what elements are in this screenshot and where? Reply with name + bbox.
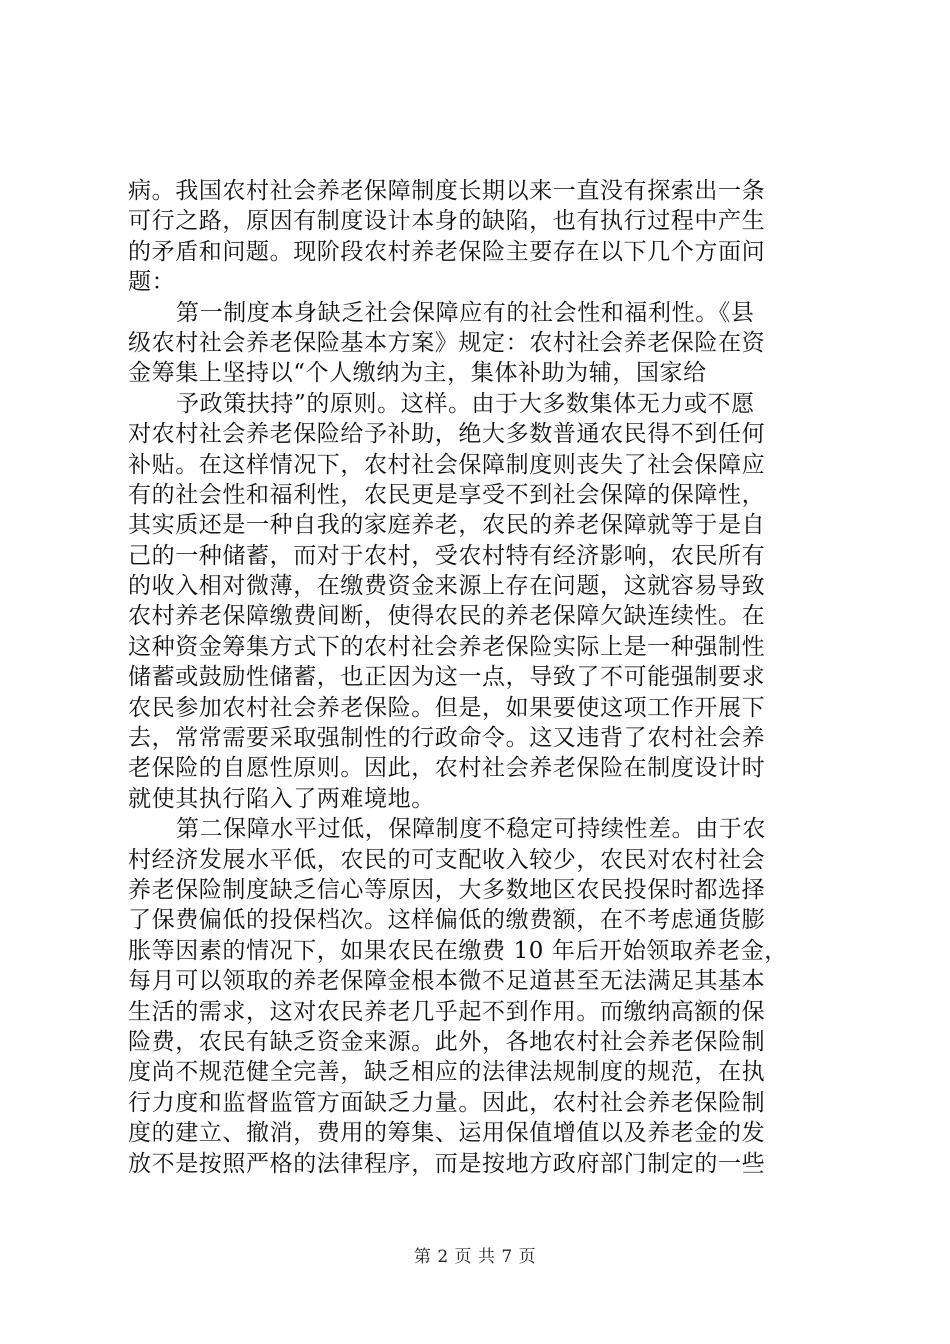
text-line: 农村养老保障缴费间断，使得农民的养老保障欠缺连续性。在: [128, 603, 766, 630]
text-line: 去，常常需要采取强制性的行政命令。这又违背了农村社会养: [128, 725, 766, 752]
text-line: 病。我国农村社会养老保障制度长期以来一直没有探索出一条: [128, 178, 766, 204]
text-line: 险费，农民有缺乏资金来源。此外，各地农村社会养老保险制: [128, 1028, 766, 1055]
text-line: 养老保险制度缺乏信心等原因，大多数地区农民投保时都选择: [128, 876, 766, 903]
text-line: 度尚不规范健全完善，缺乏相应的法律法规制度的规范，在执: [128, 1059, 766, 1086]
text-line: 每月可以领取的养老保障金根本微不足道甚至无法满足其基本: [128, 968, 766, 995]
text-line: 度的建立、撤消，费用的筹集、运用保值增值以及养老金的发: [128, 1120, 766, 1147]
text-line: 储蓄或鼓励性储蓄，也正因为这一点，导致了不可能强制要求: [128, 664, 766, 691]
text-line: 了保费偏低的投保档次。这样偏低的缴费额，在不考虑通货膨: [128, 907, 766, 934]
paragraph-first-line: 予政策扶持”的原则。这样。由于大多数集体无力或不愿: [176, 390, 755, 417]
text-line: 放不是按照严格的法律程序，而是按地方政府部门制定的一些: [128, 1150, 766, 1177]
text-line: 补贴。在这样情况下，农村社会保障制度则丧失了社会保障应: [128, 451, 766, 478]
text-line: 的收入相对微薄，在缴费资金来源上存在问题，这就容易导致: [128, 573, 766, 600]
text-line: 生活的需求，这对农民养老几乎起不到作用。而缴纳高额的保: [128, 998, 766, 1025]
page-footer: [0, 1245, 950, 1269]
text-line: 就使其执行陷入了两难境地。: [128, 785, 435, 812]
text-line: 己的一种储蓄，而对于农村，受农村特有经济影响，农民所有: [128, 542, 766, 569]
paragraph-first-line: 第二保障水平过低，保障制度不稳定可持续性差。由于农: [176, 816, 766, 843]
document-body: [128, 176, 828, 1179]
text-line: 这种资金筹集方式下的农村社会养老保险实际上是一种强制性: [128, 633, 766, 660]
text-line: 胀等因素的情况下，如果农民在缴费 10 年后开始领取养老金，: [128, 937, 788, 964]
text-line: 金筹集上坚持以“个人缴纳为主，集体补助为辅，国家给: [128, 360, 707, 387]
text-line: 对农村社会养老保险给予补助，绝大多数普通农民得不到任何: [128, 421, 766, 448]
paragraph-first-line: 第一制度本身缺乏社会保障应有的社会性和福利性。《县: [176, 299, 755, 326]
text-line: 题：: [128, 269, 176, 296]
text-line: 级农村社会养老保险基本方案》规定：农村社会养老保险在资: [128, 329, 766, 356]
text-line: 的矛盾和问题。现阶段农村养老保险主要存在以下几个方面问: [128, 238, 766, 265]
text-line: 村经济发展水平低，农民的可支配收入较少，农民对农村社会: [128, 846, 766, 873]
text-line: 农民参加农村社会养老保险。但是，如果要使这项工作开展下: [128, 694, 766, 721]
page-number: 第 2 页 共 7 页: [413, 1247, 537, 1267]
text-line: 老保险的自愿性原则。因此，农村社会养老保险在制度设计时: [128, 755, 766, 782]
text-line: 有的社会性和福利性，农民更是享受不到社会保障的保障性，: [128, 481, 766, 508]
text-line: 其实质还是一种自我的家庭养老，农民的养老保障就等于是自: [128, 512, 766, 539]
text-line: 可行之路，原因有制度设计本身的缺陷，也有执行过程中产生: [128, 208, 766, 235]
text-line: 行力度和监督监管方面缺乏力量。因此，农村社会养老保险制: [128, 1089, 766, 1116]
